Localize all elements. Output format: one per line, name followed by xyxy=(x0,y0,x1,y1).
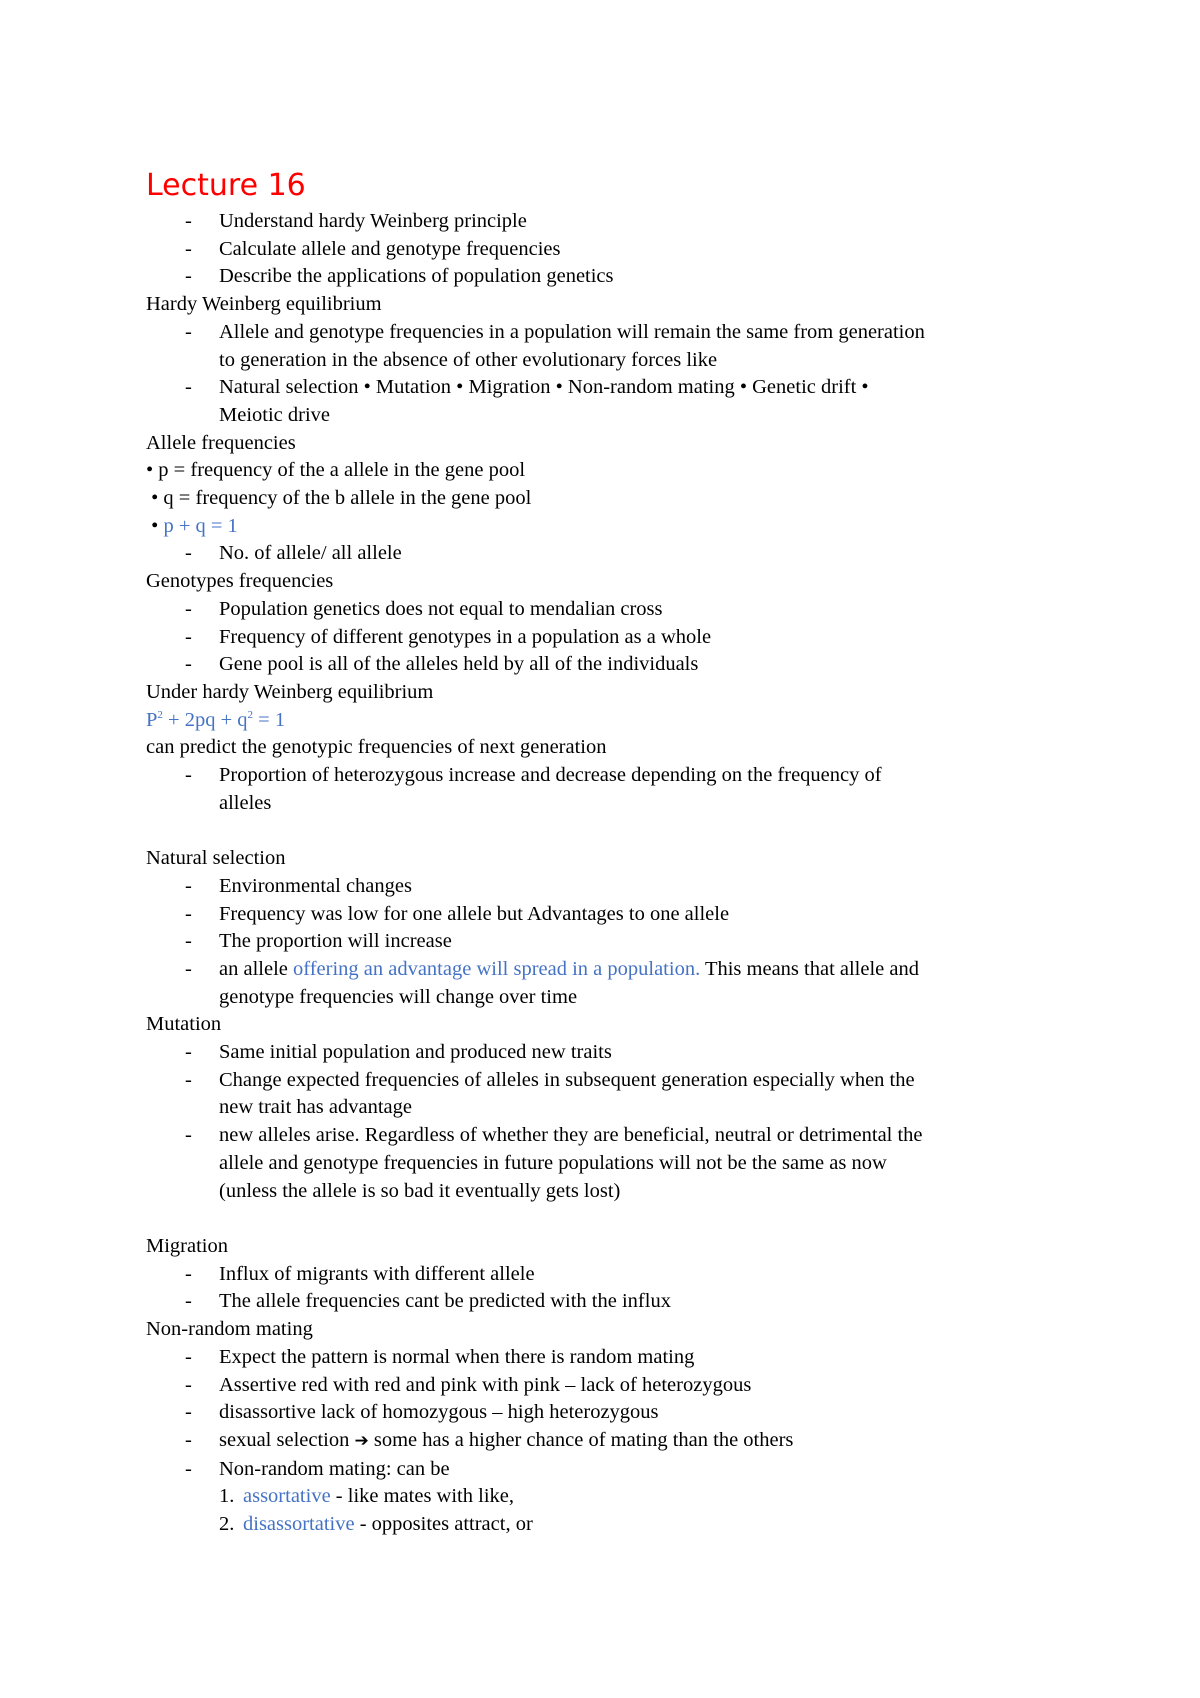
natsel-b4-a: an allele xyxy=(219,957,293,980)
natsel-item: - The proportion will increase xyxy=(146,928,1066,956)
bullet-glyph: • xyxy=(146,514,164,537)
genotype-item: - Frequency of different genotypes in a population as a whole xyxy=(146,624,1066,652)
numbered-item-1 xyxy=(146,1483,1066,1511)
nonrandom-item: - disassortive lack of homozygous – high heterozygous xyxy=(146,1399,1066,1427)
mutation-bullet-3-cont: allele and genotype frequencies in future populations will not be the same as now xyxy=(219,1151,887,1174)
section-heading-allele: Allele frequencies xyxy=(146,431,296,454)
allele-sum-line xyxy=(146,513,1066,541)
nonrandom-bullet-4 xyxy=(146,1427,1066,1456)
mutation-bullet-3-cont: (unless the allele is so bad it eventually gets lost) xyxy=(219,1179,621,1202)
natsel-item: - Frequency was low for one allele but Advantages to one allele xyxy=(146,901,1066,929)
number-label: 2. xyxy=(219,1513,235,1536)
migration-item: - Influx of migrants with different allele xyxy=(146,1261,1066,1289)
allele-p-line: • p = frequency of the a allele in the gene pool xyxy=(146,459,526,482)
hwe-bullet-2-cont: Meiotic drive xyxy=(219,403,331,426)
hwe-bullet-2: - Natural selection • Mutation • Migration • Non-random mating • Genetic drift • xyxy=(146,374,1066,402)
term-disassortative: disassortative xyxy=(243,1513,355,1536)
section-heading-under-hwe: Under hardy Weinberg equilibrium xyxy=(146,680,434,703)
objective-item: - Describe the applications of population genetics xyxy=(146,263,1066,291)
natsel-b4-highlight: offering an advantage will spread in a population. xyxy=(292,957,701,980)
hwe-bullet-1: - Allele and genotype frequencies in a population will remain the same from generation xyxy=(146,319,1066,347)
section-heading-nonrandom: Non-random mating xyxy=(146,1318,313,1341)
mutation-bullet-2: - Change expected frequencies of alleles in subsequent generation especially when the xyxy=(146,1067,1066,1095)
eq-mid: + 2pq + q xyxy=(162,708,248,731)
predict-line: can predict the genotypic frequencies of next generation xyxy=(146,736,607,759)
section-heading-genotype: Genotypes frequencies xyxy=(146,570,334,593)
hwe-equation xyxy=(146,707,1066,735)
number-label: 1. xyxy=(219,1485,235,1508)
migration-item: - The allele frequencies cant be predicted with the influx xyxy=(146,1288,1066,1316)
section-heading-mutation: Mutation xyxy=(146,1013,222,1036)
natsel-bullet-4-cont: genotype frequencies will change over time xyxy=(219,985,578,1008)
eq-end: = 1 xyxy=(253,708,286,731)
nonrandom-b4-a: sexual selection xyxy=(219,1428,355,1451)
allele-bullet-1: - No. of allele/ all allele xyxy=(146,540,1066,568)
section-heading-migration: Migration xyxy=(146,1234,228,1257)
natsel-bullet-4 xyxy=(146,956,1066,984)
under-hwe-bullet-1-cont: alleles xyxy=(219,791,272,814)
mutation-bullet-1: - Same initial population and produced new traits xyxy=(146,1039,1066,1067)
document-body xyxy=(146,208,1066,1539)
mutation-bullet-3: - new alleles arise. Regardless of whether they are beneficial, neutral or detrimental the xyxy=(146,1122,1066,1150)
nonrandom-item: - Assertive red with red and pink with pink – lack of heterozygous xyxy=(146,1372,1066,1400)
nonrandom-item: - Expect the pattern is normal when there is random mating xyxy=(146,1344,1066,1372)
hwe-bullet-1-cont: to generation in the absence of other evolutionary forces like xyxy=(219,348,718,371)
section-heading-natural-selection: Natural selection xyxy=(146,847,286,870)
genotype-item: - Gene pool is all of the alleles held by all of the individuals xyxy=(146,651,1066,679)
mutation-bullet-2-cont: new trait has advantage xyxy=(219,1096,412,1119)
page-title: Lecture 16 xyxy=(146,168,306,203)
blank-line xyxy=(146,817,1066,845)
section-heading-hwe: Hardy Weinberg equilibrium xyxy=(146,293,382,316)
arrow-icon: ➔ xyxy=(354,1430,369,1451)
allele-q-line: • q = frequency of the b allele in the gene pool xyxy=(146,487,532,510)
genotype-item: - Population genetics does not equal to mendalian cross xyxy=(146,596,1066,624)
term-assortative: assortative xyxy=(243,1485,331,1508)
objective-item: - Calculate allele and genotype frequencies xyxy=(146,236,1066,264)
eq-exp-2: 2 xyxy=(247,708,254,721)
numbered-item-2 xyxy=(146,1511,1066,1539)
blank-line xyxy=(146,1205,1066,1233)
nonrandom-b4-b: some has a higher chance of mating than the others xyxy=(368,1428,794,1451)
eq-exp-1: 2 xyxy=(157,708,163,721)
natsel-item: - Environmental changes xyxy=(146,873,1066,901)
term-definition: - opposites attract, or xyxy=(354,1513,533,1536)
under-hwe-bullet-1: - Proportion of heterozygous increase and decrease depending on the frequency of xyxy=(146,762,1066,790)
natsel-b4-b: This means that allele and xyxy=(700,957,919,980)
nonrandom-bullet-5: - Non-random mating: can be xyxy=(146,1456,1066,1484)
objective-item: - Understand hardy Weinberg principle xyxy=(146,208,1066,236)
term-definition: - like mates with like, xyxy=(330,1485,514,1508)
eq-p: P xyxy=(146,708,158,731)
allele-sum-equation: p + q = 1 xyxy=(163,514,238,537)
